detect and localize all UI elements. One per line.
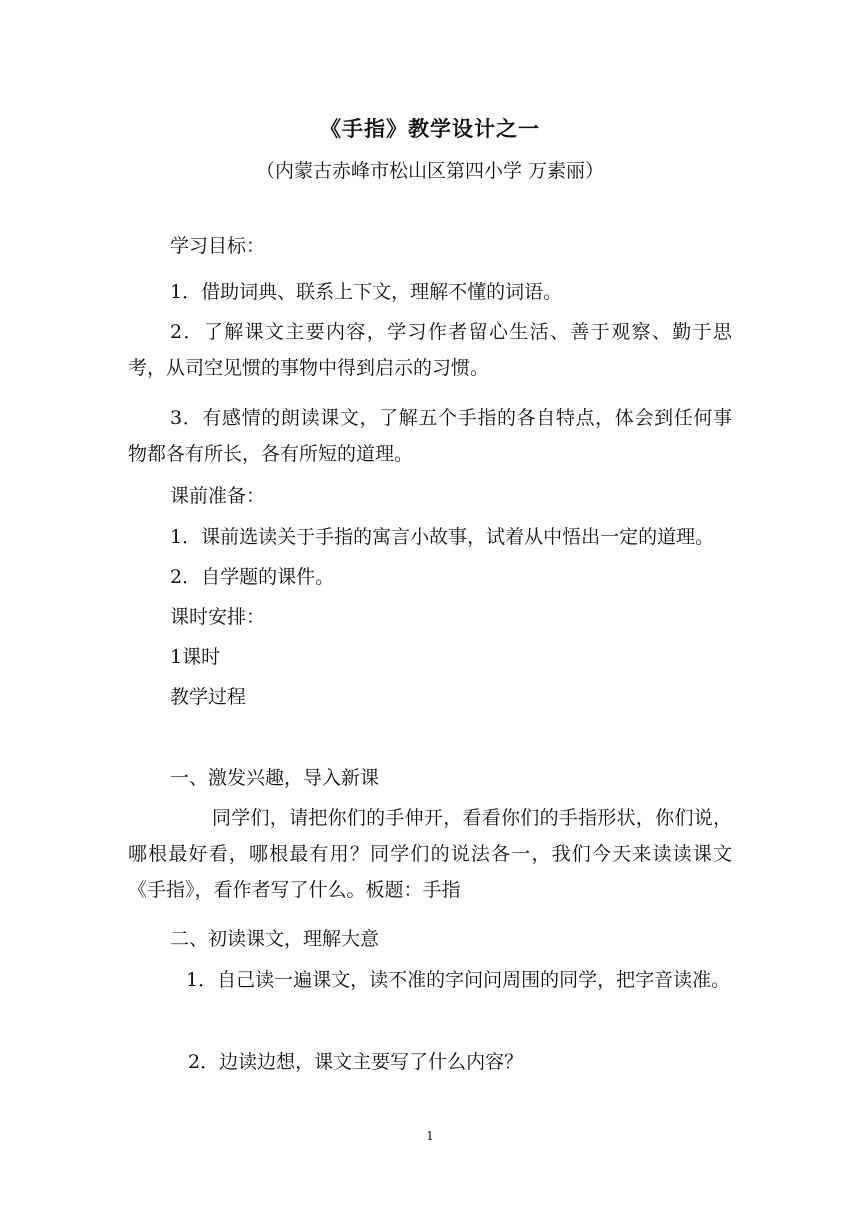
section-1-heading: 一、激发兴趣，导入新课 [170,767,380,789]
objectives-heading: 学习目标： [170,235,266,257]
schedule-value: 1课时 [170,646,221,668]
process-heading: 教学过程 [170,686,247,708]
section-2-heading: 二、初读课文，理解大意 [170,928,380,950]
schedule-heading: 课时安排： [170,606,266,628]
section-1-text: 同学们，请把你们的手伸开，看看你们的手指形状，你们说，哪根最好看，哪根最有用？同学们的说法各一，我们今天来读读课文《手指》，看作者写了什么。板题：手指 [128,807,732,901]
preparation-2: 2．自学题的课件。 [170,566,335,588]
preparation-1: 1．课前选读关于手指的寓言小故事，试着从中悟出一定的道理。 [170,526,715,548]
page-number: 1 [426,1129,434,1143]
section-2-item-1: 1．自己读一遍课文，读不准的字问问周围的同学，把字音读准。 [186,969,731,991]
section-2-item-2: 2．边读边想，课文主要写了什么内容？ [188,1051,524,1073]
objective-3: 3．有感情的朗读课文，了解五个手指的各自特点，体会到任何事物都各有所长，各有所短的道理。 [128,407,732,465]
preparation-heading: 课前准备： [170,485,266,507]
objective-1: 1．借助词典、联系上下文，理解不懂的词语。 [170,281,563,303]
document-subtitle: （内蒙古赤峰市松山区第四小学 万素丽） [255,160,605,182]
document-title: 《手指》教学设计之一 [320,116,540,141]
objective-2: 2．了解课文主要内容，学习作者留心生活、善于观察、勤于思考，从司空见惯的事物中得到启示的习惯。 [128,321,732,379]
